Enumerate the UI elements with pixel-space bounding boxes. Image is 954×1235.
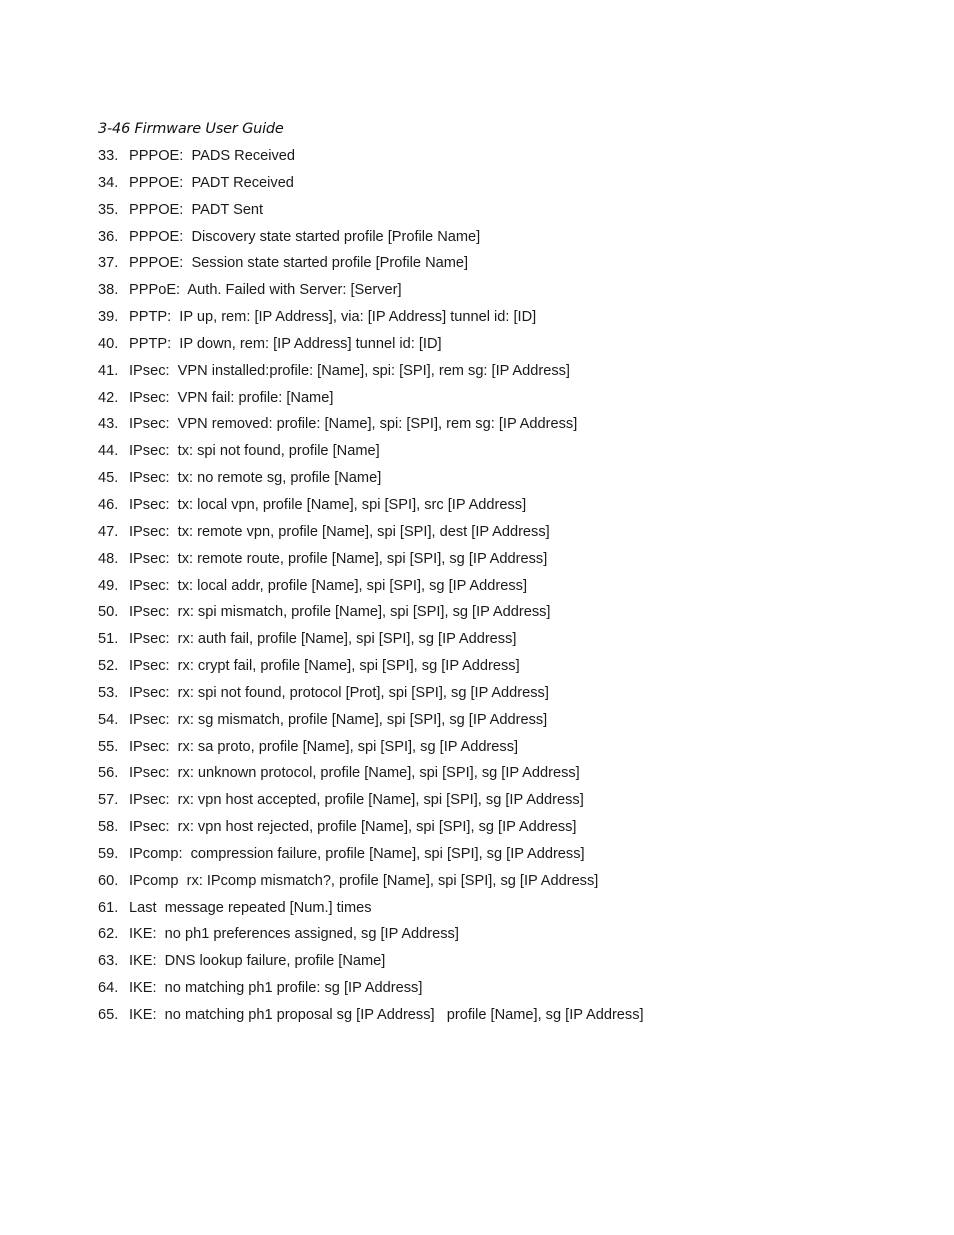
- log-message-list: [98, 147, 898, 1033]
- item-text: PPTP: IP down, rem: [IP Address] tunnel id: [ID]: [129, 335, 442, 352]
- item-text: IPsec: tx: local addr, profile [Name], spi [SPI], sg [IP Address]: [129, 577, 527, 594]
- item-number: 35.: [98, 201, 119, 218]
- item-text: IKE: no ph1 preferences assigned, sg [IP Address]: [129, 926, 459, 943]
- list-item: [98, 469, 898, 496]
- list-item: [98, 764, 898, 791]
- item-text: IPsec: tx: local vpn, profile [Name], spi [SPI], src [IP Address]: [129, 496, 527, 513]
- item-text: IPcomp: compression failure, profile [Name], spi [SPI], sg [IP Address]: [129, 845, 585, 862]
- list-item: [98, 442, 898, 469]
- document-page: [98, 118, 898, 1033]
- item-text: IPsec: rx: vpn host rejected, profile [Name], spi [SPI], sg [IP Address]: [129, 819, 577, 836]
- item-text: IKE: no matching ph1 proposal sg [IP Address] profile [Name], sg [IP Address]: [129, 1007, 644, 1023]
- item-number: 55.: [98, 738, 119, 755]
- item-number: 60.: [98, 872, 119, 889]
- item-text: IPsec: rx: sg mismatch, profile [Name], spi [SPI], sg [IP Address]: [129, 711, 548, 728]
- item-number: 53.: [98, 684, 119, 701]
- item-text: IPsec: tx: remote vpn, profile [Name], spi [SPI], dest [IP Address]: [129, 523, 550, 540]
- item-number: 61.: [98, 899, 119, 916]
- item-text: Last message repeated [Num.] times: [129, 899, 372, 916]
- list-item: [98, 362, 898, 389]
- item-number: 48.: [98, 550, 119, 567]
- item-text: PPPOE: PADT Sent: [129, 201, 264, 218]
- list-item: [98, 925, 898, 952]
- item-text: IPsec: VPN installed:profile: [Name], spi: [SPI], rem sg: [IP Address]: [129, 362, 570, 379]
- running-header: 3-46 Firmware User Guide: [98, 121, 284, 137]
- item-number: 36.: [98, 228, 119, 245]
- item-text: PPPOE: PADT Received: [129, 174, 294, 191]
- item-text: IPsec: VPN removed: profile: [Name], spi: [SPI], rem sg: [IP Address]: [129, 416, 578, 433]
- list-item: [98, 174, 898, 201]
- item-text: IPsec: tx: spi not found, profile [Name]: [129, 443, 380, 460]
- item-number: 63.: [98, 953, 119, 970]
- item-number: 58.: [98, 819, 119, 836]
- item-text: IPsec: tx: no remote sg, profile [Name]: [129, 470, 382, 487]
- item-text: IPsec: rx: auth fail, profile [Name], spi [SPI], sg [IP Address]: [129, 631, 517, 648]
- item-number: 65.: [98, 1007, 119, 1023]
- item-number: 42.: [98, 389, 119, 406]
- item-text: IPsec: rx: unknown protocol, profile [Name], spi [SPI], sg [IP Address]: [129, 765, 580, 782]
- list-item: [98, 979, 898, 1006]
- list-item: [98, 254, 898, 281]
- list-item: [98, 550, 898, 577]
- item-number: 47.: [98, 523, 119, 540]
- item-text: IPsec: tx: remote route, profile [Name], spi [SPI], sg [IP Address]: [129, 550, 548, 567]
- item-number: 59.: [98, 845, 119, 862]
- list-item: [98, 684, 898, 711]
- list-item: [98, 872, 898, 899]
- list-item: [98, 630, 898, 657]
- item-number: 43.: [98, 416, 119, 433]
- item-text: IPsec: rx: sa proto, profile [Name], spi [SPI], sg [IP Address]: [129, 738, 519, 755]
- list-item: [98, 201, 898, 228]
- list-item: [98, 228, 898, 255]
- list-item: [98, 818, 898, 845]
- item-number: 41.: [98, 362, 119, 379]
- item-number: 57.: [98, 792, 119, 809]
- list-item: [98, 1006, 898, 1033]
- item-number: 50.: [98, 604, 119, 621]
- item-number: 62.: [98, 926, 119, 943]
- item-number: 45.: [98, 470, 119, 487]
- item-text: IKE: DNS lookup failure, profile [Name]: [129, 953, 386, 970]
- item-text: IPcomp rx: IPcomp mismatch?, profile [Name], spi [SPI], sg [IP Address]: [129, 872, 599, 889]
- item-number: 33.: [98, 148, 119, 164]
- list-item: [98, 657, 898, 684]
- list-item: [98, 389, 898, 416]
- item-text: IKE: no matching ph1 profile: sg [IP Address]: [129, 980, 423, 997]
- list-item: [98, 335, 898, 362]
- item-text: PPPOE: PADS Received: [129, 148, 296, 164]
- item-number: 38.: [98, 282, 119, 299]
- item-number: 40.: [98, 335, 119, 352]
- item-text: IPsec: rx: spi mismatch, profile [Name], spi [SPI], sg [IP Address]: [129, 604, 551, 621]
- list-item: [98, 899, 898, 926]
- list-item: [98, 952, 898, 979]
- item-number: 52.: [98, 658, 119, 675]
- list-item: [98, 523, 898, 550]
- list-item: [98, 711, 898, 738]
- list-item: [98, 791, 898, 818]
- item-number: 34.: [98, 174, 119, 191]
- item-text: PPTP: IP up, rem: [IP Address], via: [IP Address] tunnel id: [ID]: [129, 309, 537, 326]
- item-number: 51.: [98, 631, 119, 648]
- list-item: [98, 603, 898, 630]
- item-number: 39.: [98, 309, 119, 326]
- list-item: [98, 496, 898, 523]
- item-text: PPPoE: Auth. Failed with Server: [Server]: [129, 282, 402, 299]
- list-item: [98, 577, 898, 604]
- list-item: [98, 147, 898, 174]
- list-item: [98, 738, 898, 765]
- list-item: [98, 845, 898, 872]
- item-number: 37.: [98, 255, 119, 272]
- item-text: IPsec: rx: crypt fail, profile [Name], spi [SPI], sg [IP Address]: [129, 658, 520, 675]
- item-number: 46.: [98, 496, 119, 513]
- item-text: IPsec: rx: vpn host accepted, profile [Name], spi [SPI], sg [IP Address]: [129, 792, 584, 809]
- item-number: 44.: [98, 443, 119, 460]
- item-text: IPsec: VPN fail: profile: [Name]: [129, 389, 334, 406]
- item-text: PPPOE: Discovery state started profile [Profile Name]: [129, 228, 481, 245]
- item-number: 56.: [98, 765, 119, 782]
- list-item: [98, 415, 898, 442]
- item-number: 54.: [98, 711, 119, 728]
- list-item: [98, 281, 898, 308]
- item-text: PPPOE: Session state started profile [Profile Name]: [129, 255, 469, 272]
- item-number: 49.: [98, 577, 119, 594]
- list-item: [98, 308, 898, 335]
- item-text: IPsec: rx: spi not found, protocol [Prot], spi [SPI], sg [IP Address]: [129, 684, 549, 701]
- item-number: 64.: [98, 980, 119, 997]
